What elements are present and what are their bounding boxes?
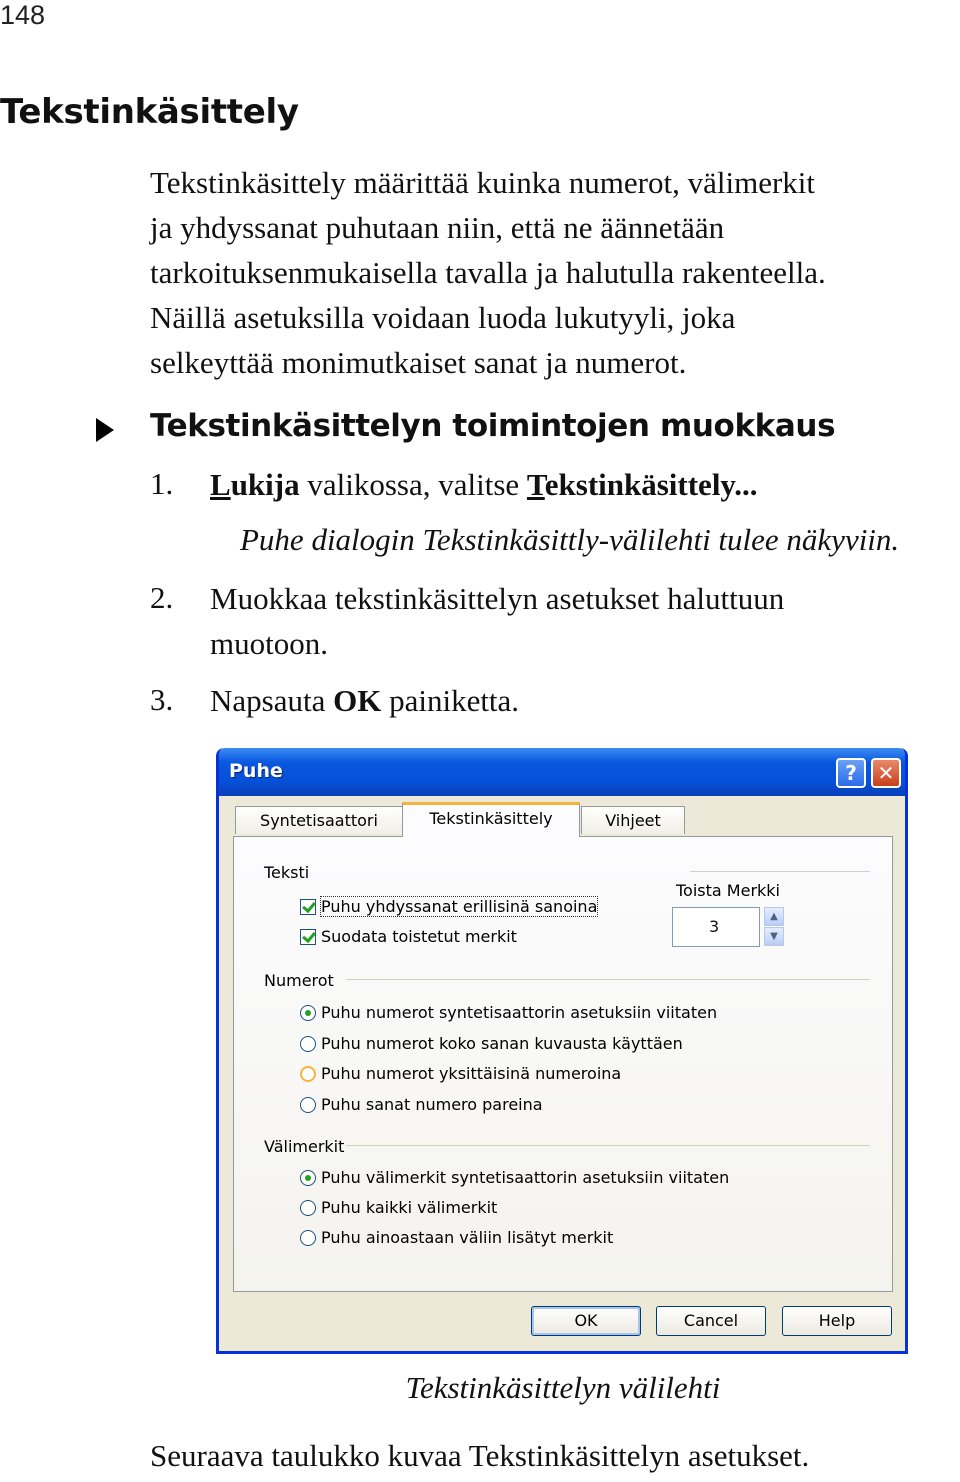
ok-button[interactable]: OK [531,1306,641,1336]
radio-numbers-digits[interactable] [300,1066,316,1082]
option-label: Puhu sanat numero pareina [321,1095,543,1114]
option-label: Puhu numerot syntetisaattorin asetuksiin viitaten [321,1003,718,1022]
intro-line: selkeyttää monimutkaiset sanat ja numerot. [150,345,687,380]
step-3-pre: Napsauta [210,683,334,718]
spin-down-icon[interactable]: ▼ [764,927,784,946]
checkbox-filter-repeated[interactable] [300,929,316,945]
step-number: 3. [150,682,174,717]
option-label: Puhu numerot koko sanan kuvausta käyttäen [321,1034,683,1053]
step-3-bold: OK [333,683,382,718]
close-icon[interactable]: ✕ [871,758,901,788]
checkbox-compound-words[interactable] [300,899,316,915]
intro-line: Näillä asetuksilla voidaan luoda lukutyyli, joka [150,300,736,335]
help-icon[interactable]: ? [836,758,866,788]
item-name: ekstinkäsittely... [544,467,758,502]
step-1-text [210,462,757,507]
tab-syntetisaattori[interactable]: Syntetisaattori [235,806,403,834]
radio-punct-synth[interactable] [300,1170,316,1186]
option-label: Puhu kaikki välimerkit [321,1198,498,1217]
radio-punct-inserted[interactable] [300,1230,316,1246]
step-2-line: Muokkaa tekstinkäsittelyn asetukset haluttuun [210,581,785,616]
cancel-button[interactable]: Cancel [656,1306,766,1336]
intro-line: Tekstinkäsittely määrittää kuinka numerot, välimerkit [150,165,816,200]
procedure-heading: Tekstinkäsittelyn toimintojen muokkaus [150,408,836,444]
radio-punct-all[interactable] [300,1200,316,1216]
radio-numbers-pairs[interactable] [300,1097,316,1113]
repeat-char-field[interactable]: 3 [672,907,760,947]
step-2-text [210,576,784,666]
step-1-result: Puhe dialogin Tekstinkäsittly-välilehti tulee näkyviin. [240,522,900,557]
group-divider [346,1145,870,1146]
radio-numbers-words[interactable] [300,1036,316,1052]
dialog-titlebar[interactable] [219,748,905,796]
repeat-char-label: Toista Merkki [676,881,780,900]
group-label-numerot: Numerot [264,971,334,990]
group-label-valimerkit: Välimerkit [264,1137,345,1156]
option-label: Puhu yhdyssanat erillisinä sanoina [321,897,598,916]
group-label-teksti: Teksti [264,863,310,882]
closing-sentence: Seuraava taulukko kuvaa Tekstinkäsittelyn asetukset. [150,1438,810,1473]
figure-caption: Tekstinkäsittelyn välilehti [405,1370,721,1405]
help-button[interactable]: Help [782,1306,892,1336]
item-mnemonic: T [526,467,545,502]
procedure-arrow-icon [96,418,114,442]
step-number: 1. [150,466,174,501]
tab-vihjeet[interactable]: Vihjeet [581,806,685,834]
intro-line: ja yhdyssanat puhutaan niin, että ne äännetään [150,210,725,245]
option-label: Puhu välimerkit syntetisaattorin asetuksiin viitaten [321,1168,730,1187]
spin-up-icon[interactable]: ▲ [764,907,784,926]
step-number: 2. [150,580,174,615]
dialog-title: Puhe [229,760,283,782]
menu-name: ukija [230,467,300,502]
step-3-text [210,678,519,723]
option-label: Puhu ainoastaan väliin lisätyt merkit [321,1228,614,1247]
tab-tekstinkasittely[interactable]: Tekstinkäsittely [402,802,580,837]
step-2-line: muotoon. [210,626,328,661]
radio-numbers-synth[interactable] [300,1005,316,1021]
menu-mnemonic: L [210,467,231,502]
puhe-dialog [216,748,908,1354]
step-1-mid: valikossa, valitse [299,467,527,502]
option-label: Suodata toistetut merkit [321,927,517,946]
option-label: Puhu numerot yksittäisinä numeroina [321,1064,622,1083]
page-title: Tekstinkäsittely [0,92,299,132]
group-divider [690,871,870,872]
page-number: 148 [0,0,46,30]
tab-panel [233,836,893,1292]
intro-line: tarkoituksenmukaisella tavalla ja halutulla rakenteella. [150,255,826,290]
step-3-post: painiketta. [381,683,520,718]
intro-paragraph [150,160,960,385]
group-divider [346,979,870,980]
